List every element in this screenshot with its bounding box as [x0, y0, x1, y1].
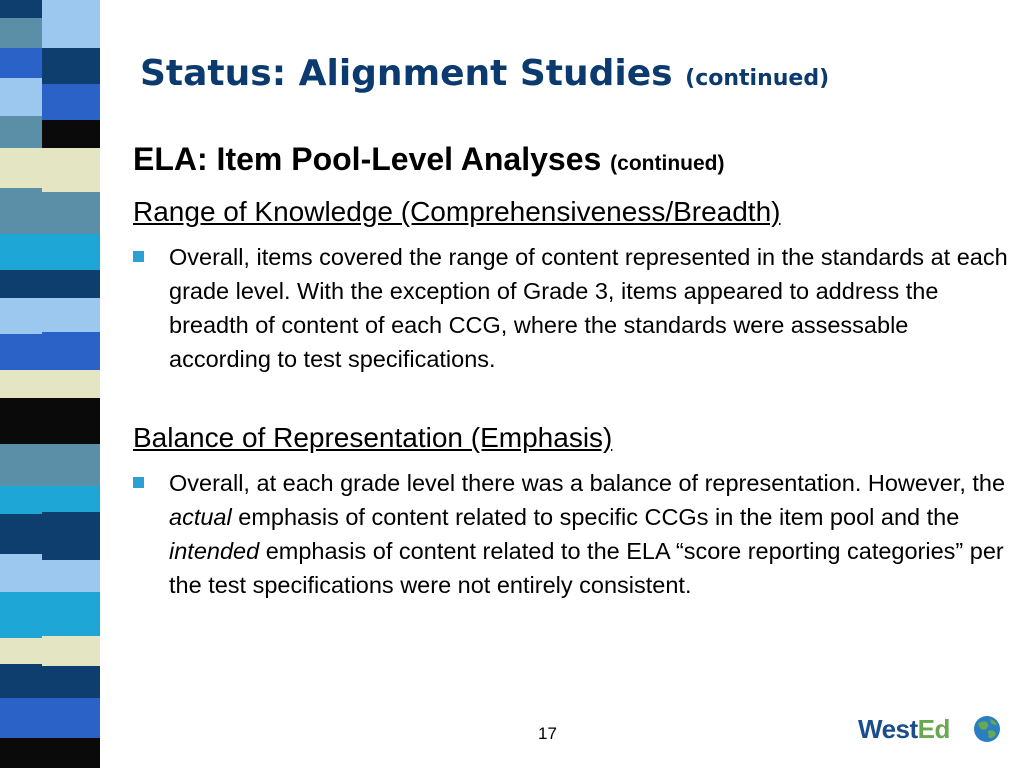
strip-block — [0, 270, 42, 298]
strip-block — [42, 370, 100, 398]
strip-block — [0, 370, 42, 398]
decorative-side-strip — [0, 0, 118, 768]
strip-block — [42, 444, 100, 486]
bullet-balance-of-representation — [133, 466, 1013, 602]
slide-title-main: Status: Alignment Studies — [140, 53, 673, 94]
bullet-text-part: emphasis of content related to specific CCGs in the item pool and the — [231, 504, 960, 530]
strip-block — [0, 664, 42, 698]
square-bullet-icon — [133, 251, 144, 262]
strip-block — [42, 0, 100, 48]
strip-block — [42, 592, 100, 636]
bullet-text: Overall, items covered the range of content represented in the standards at each grade level. With the exception of Grade 3, items appeared to address the breadth of content of each CCG, where the standards were assessable according to test specifications. — [169, 244, 1008, 372]
strip-block — [0, 398, 42, 444]
strip-block — [42, 120, 100, 148]
globe-icon — [972, 714, 1002, 744]
slide-title — [140, 50, 829, 103]
logo-text-west: West — [858, 714, 918, 744]
strip-block — [42, 398, 100, 444]
logo-wordmark — [858, 714, 950, 744]
strip-block — [42, 48, 100, 84]
section-heading-balance-of-representation: Balance of Representation (Emphasis) — [133, 422, 613, 453]
square-bullet-icon — [133, 477, 144, 488]
strip-block — [42, 738, 100, 768]
strip-block — [0, 0, 42, 18]
subheading-main: ELA: Item Pool-Level Analyses — [133, 141, 602, 177]
strip-divider — [100, 0, 104, 768]
slide-title-suffix: (continued) — [685, 66, 830, 91]
strip-block — [42, 512, 100, 560]
strip-block — [0, 78, 42, 116]
strip-block — [0, 638, 42, 664]
strip-block — [0, 48, 42, 78]
strip-block — [42, 332, 100, 370]
bullet-text-part: emphasis of content related to the ELA “score reporting categories” per the test specifications were not entirely consistent. — [169, 538, 1004, 598]
page-number: 17 — [538, 724, 557, 743]
bullet-range-of-knowledge — [133, 240, 1013, 376]
strip-block — [0, 698, 42, 738]
strip-block — [0, 514, 42, 554]
strip-block — [0, 554, 42, 592]
strip-block — [42, 84, 100, 120]
section-heading-range-of-knowledge: Range of Knowledge (Comprehensiveness/Breadth) — [133, 196, 781, 227]
subheading-suffix: (continued) — [610, 152, 725, 175]
strip-block — [42, 298, 100, 332]
bullet-text-italic-intended: intended — [169, 538, 260, 564]
strip-block — [0, 188, 42, 234]
strip-block — [42, 636, 100, 666]
bullet-text — [169, 466, 1013, 602]
bullet-text-italic-actual: actual — [169, 504, 232, 530]
strip-block — [42, 486, 100, 512]
wested-logo — [858, 712, 1003, 746]
strip-block — [0, 592, 42, 638]
strip-block — [42, 234, 100, 270]
strip-block — [42, 698, 100, 738]
strip-block — [0, 738, 42, 768]
strip-block — [42, 270, 100, 298]
strip-block — [0, 444, 42, 486]
strip-block — [0, 334, 42, 370]
strip-block — [42, 192, 100, 234]
strip-block — [0, 234, 42, 270]
strip-block — [0, 116, 42, 148]
strip-block — [42, 666, 100, 698]
strip-block — [0, 18, 42, 48]
bullet-text-part: Overall, at each grade level there was a balance of representation. However, the — [169, 470, 1006, 496]
strip-block — [0, 298, 42, 334]
slide-subheading — [133, 138, 724, 185]
logo-text-ed: Ed — [917, 714, 950, 744]
strip-block — [42, 148, 100, 192]
strip-block — [42, 560, 100, 592]
strip-block — [0, 486, 42, 514]
strip-block — [0, 148, 42, 188]
